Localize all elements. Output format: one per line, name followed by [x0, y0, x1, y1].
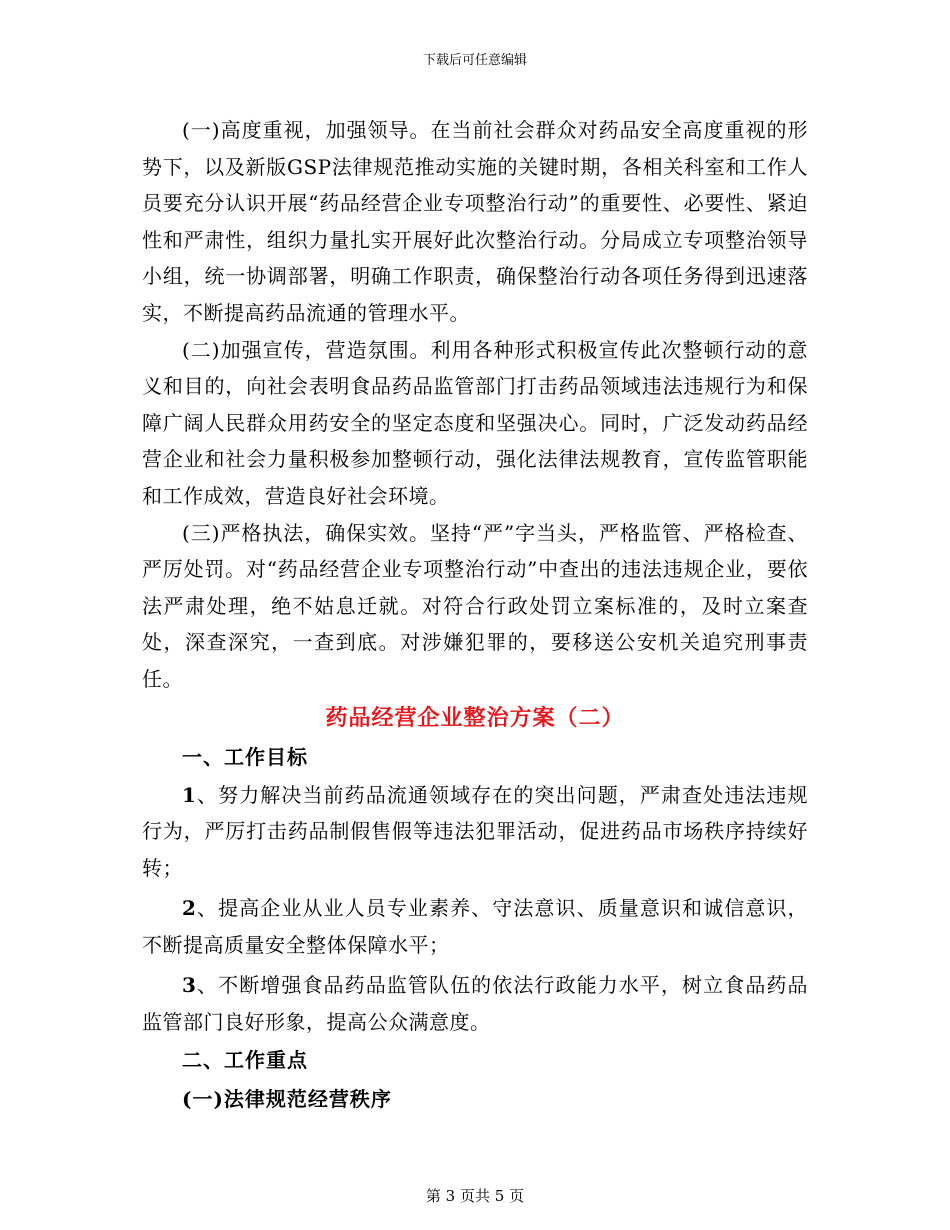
goal-text: 、不断增强食品药品监管队伍的依法行政能力水平，树立食品药品监管部门良好形象，提高公众满意度。	[142, 973, 808, 1035]
goal-text: 、提高企业从业人员专业素养、守法意识、质量意识和诚信意识，不断提高质量安全整体保障水平；	[142, 896, 808, 957]
goal-number: 1	[182, 782, 197, 807]
paragraph-publicity: (二)加强宣传，营造氛围。利用各种形式积极宣传此次整顿行动的意义和目的，向社会表明食品药品监管部门打击药品领域违法违规行为和保障广阔人民群众用药安全的坚定态度和坚强决心。同时，广泛发动药品经营企业和社会力量积极参加整顿行动，强化法律法规教育，宣传监管职能和工作成效，营造良好社会环境。	[142, 337, 808, 508]
goal-number: 3	[182, 973, 197, 998]
document-title: 药品经营企业整治方案（二）	[325, 704, 625, 731]
goal-number: 2	[182, 896, 197, 921]
subsection-heading: (一)法律规范经营秩序	[182, 1086, 392, 1111]
page-footer: 第 3 页共 5 页	[425, 1187, 525, 1205]
section-heading-focus: 二、工作重点	[182, 1047, 308, 1072]
document-body	[142, 112, 808, 1119]
paragraph-leadership: (一)高度重视，加强领导。在当前社会群众对药品安全高度重视的形势下，以及新版GSP法律规范推动实施的关键时期，各相关科室和工作人员要充分认识开展“药品经营企业专项整治行动”的重要性、必要性、紧迫性和严肃性，组织力量扎实开展好此次整治行动。分局成立专项整治领导小组，统一协调部署，明确工作职责，确保整治行动各项任务得到迅速落实，不断提高药品流通的管理水平。	[142, 118, 808, 325]
paragraph-enforcement: (三)严格执法，确保实效。坚持“严”字当头，严格监管、严格检查、严厉处罚。对“药品经营企业专项整治行动”中查出的违法违规企业，要依法严肃处理，绝不姑息迁就。对符合行政处罚立案标准的，及时立案查处，深查深究，一查到底。对涉嫌犯罪的，要移送公安机关追究刑事责任。	[142, 520, 808, 691]
goal-item	[142, 967, 808, 1040]
goal-item	[142, 777, 808, 887]
page-header: 下载后可任意编辑	[422, 53, 527, 68]
goal-text: 、努力解决当前药品流通领域存在的突出问题，严肃查处违法违规行为，严厉打击药品制假售假等违法犯罪活动，促进药品市场秩序持续好转；	[142, 782, 808, 880]
section-heading-goals: 一、工作目标	[182, 744, 308, 769]
goal-item	[142, 890, 808, 963]
